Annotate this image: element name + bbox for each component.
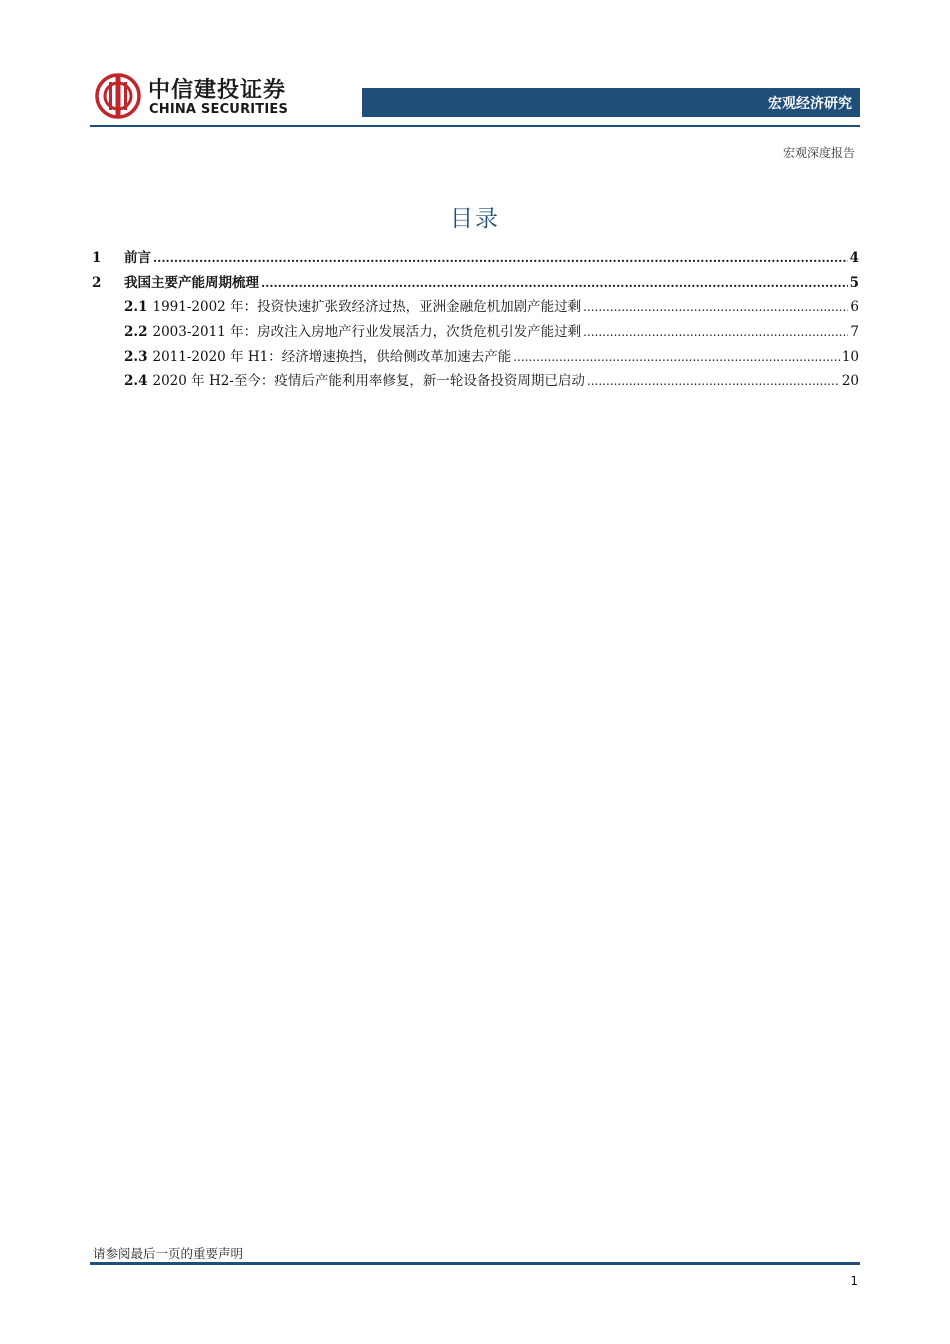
toc-leader [261,276,848,290]
toc-entry-label: 前言 [124,250,151,266]
report-type: 宏观深度报告 [782,146,855,160]
toc-entry-2-1[interactable] [92,295,859,320]
toc-entry-number: 2 [92,274,102,291]
table-of-contents [92,246,859,394]
toc-entry-2[interactable] [92,271,859,296]
section-label: 宏观经济研究 [768,96,852,112]
toc-entry-number: 2.4 [124,373,148,390]
toc-entry-label: 我国主要产能周期梳理 [124,274,259,291]
toc-entry-number: 1 [92,250,102,266]
brand-name-en: CHINA SECURITIES [149,102,289,117]
toc-entry-number: 2.2 [124,324,148,341]
toc-entry-page: 20 [841,373,859,390]
toc-entry-page: 6 [850,299,859,316]
footer-divider [90,1262,860,1265]
toc-entry-label: 2020 年 H2-至今：疫情后产能利用率修复，新一轮设备投资周期已启动 [152,373,585,390]
toc-entry-2-3[interactable] [92,345,859,370]
toc-entry-label: 2003-2011 年：房改注入房地产行业发展活力，次货危机引发产能过剩 [152,324,582,341]
toc-entry-2-2[interactable] [92,320,859,345]
toc-leader [513,350,840,364]
toc-entry-label: 2011-2020 年 H1：经济增速换挡，供给侧改革加速去产能 [152,348,512,365]
toc-leader [583,300,848,314]
brand-name-cn: 中信建投证券 [148,78,287,103]
toc-entry-page: 4 [849,250,859,266]
section-banner [362,88,860,117]
toc-entry-number: 2.3 [124,348,148,365]
toc-entry-2-4[interactable] [92,369,859,394]
toc-entry-page: 7 [850,324,859,341]
toc-entry-1[interactable] [92,246,859,271]
toc-entry-number: 2.1 [124,299,148,316]
toc-entry-page: 5 [849,274,859,291]
toc-title: 目录 [450,206,500,232]
report-header [90,68,860,126]
toc-leader [583,325,848,339]
toc-leader [587,374,840,388]
footer-disclaimer: 请参阅最后一页的重要声明 [93,1246,244,1261]
citic-logo-icon [94,72,142,120]
page-number: 1 [850,1274,858,1288]
toc-leader [153,251,848,265]
toc-entry-label: 1991-2002 年：投资快速扩张致经济过热，亚洲金融危机加剧产能过剩 [152,299,582,316]
header-divider [90,125,860,127]
toc-entry-page: 10 [841,348,859,365]
